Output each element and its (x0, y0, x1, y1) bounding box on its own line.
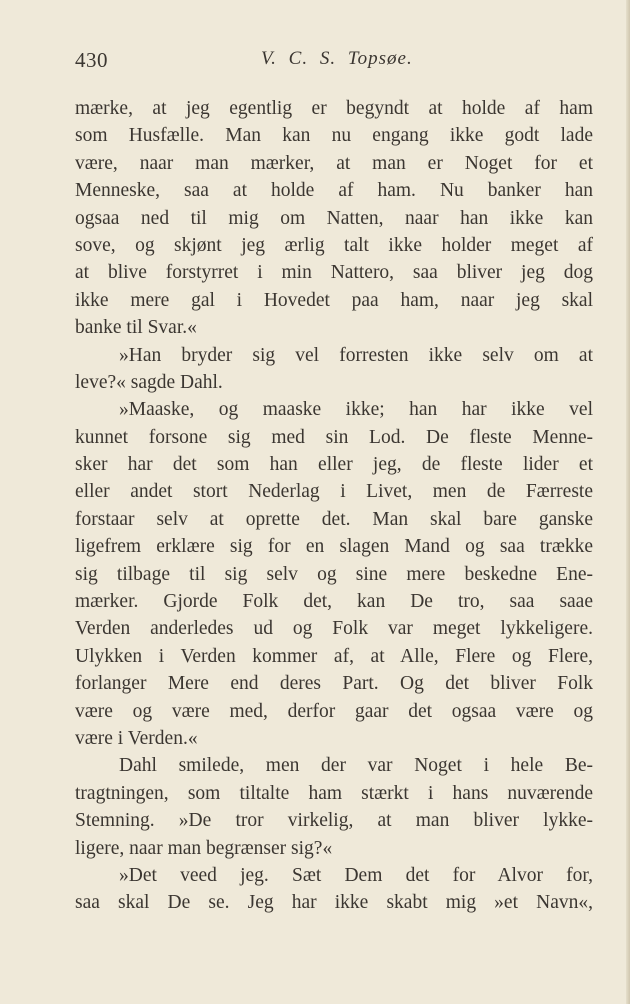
text-line: sove, og skjønt jeg ærlig talt ikke holder meget af (75, 234, 593, 256)
text-line: ikke mere gal i Hovedet paa ham, naar jeg skal (75, 289, 593, 311)
page-header (75, 48, 595, 78)
text-line: ogsaa ned til mig om Natten, naar han ikke kan (75, 207, 593, 229)
text-line: mærke, at jeg egentlig er begyndt at holde af ham (75, 98, 593, 119)
text-line: sig tilbage til sig selv og sine mere beskedne Ene- (75, 563, 593, 585)
text-line: Ulykken i Verden kommer af, at Alle, Flere og Flere, (75, 645, 593, 667)
text-line: eller andet stort Nederlag i Livet, men de Færreste (75, 481, 593, 503)
text-line: forlanger Mere end deres Part. Og det bliver Folk (75, 673, 593, 695)
text-line: være og være med, derfor gaar det ogsaa være og (75, 700, 593, 722)
body-text (75, 95, 593, 917)
page-number: 430 (75, 48, 108, 72)
page-edge (626, 0, 630, 1004)
text-line: at blive forstyrret i min Nattero, saa bliver jeg dog (75, 262, 593, 284)
text-line: ligefrem erklære sig for en slagen Mand og saa trække (75, 536, 593, 558)
text-line: kunnet forsone sig med sin Lod. De fleste Menne- (75, 426, 593, 448)
text-line: tragtningen, som tiltalte ham stærkt i hans nuværende (75, 782, 593, 804)
text-line: »Det veed jeg. Sæt Dem det for Alvor for, (119, 864, 593, 886)
text-line: sker har det som han eller jeg, de fleste lider et (75, 454, 593, 476)
text-line: »Han bryder sig vel forresten ikke selv om at (119, 344, 593, 366)
running-head: V. C. S. Topsøe. (261, 48, 413, 69)
text-line: saa skal De se. Jeg har ikke skabt mig »et Navn«, (75, 892, 593, 914)
text-line: Stemning. »De tror virkelig, at man bliver lykke- (75, 810, 593, 832)
text-line: Dahl smilede, men der var Noget i hele Be- (119, 755, 593, 777)
text-line: forstaar selv at oprette det. Man skal bare ganske (75, 508, 593, 530)
text-line: banke til Svar.« (75, 317, 197, 339)
text-line: Verden anderledes ud og Folk var meget lykkeligere. (75, 618, 593, 640)
text-line: »Maaske, og maaske ikke; han har ikke vel (119, 399, 593, 421)
text-line: mærker. Gjorde Folk det, kan De tro, saa saae (75, 591, 593, 613)
text-line: ligere, naar man begrænser sig?« (75, 837, 333, 859)
text-line: leve?« sagde Dahl. (75, 371, 223, 393)
text-line: være, naar man mærker, at man er Noget for et (75, 152, 593, 174)
text-line: Menneske, saa at holde af ham. Nu banker han (75, 180, 593, 202)
text-line: som Husfælle. Man kan nu engang ikke godt lade (75, 125, 593, 147)
text-line: være i Verden.« (75, 727, 198, 749)
